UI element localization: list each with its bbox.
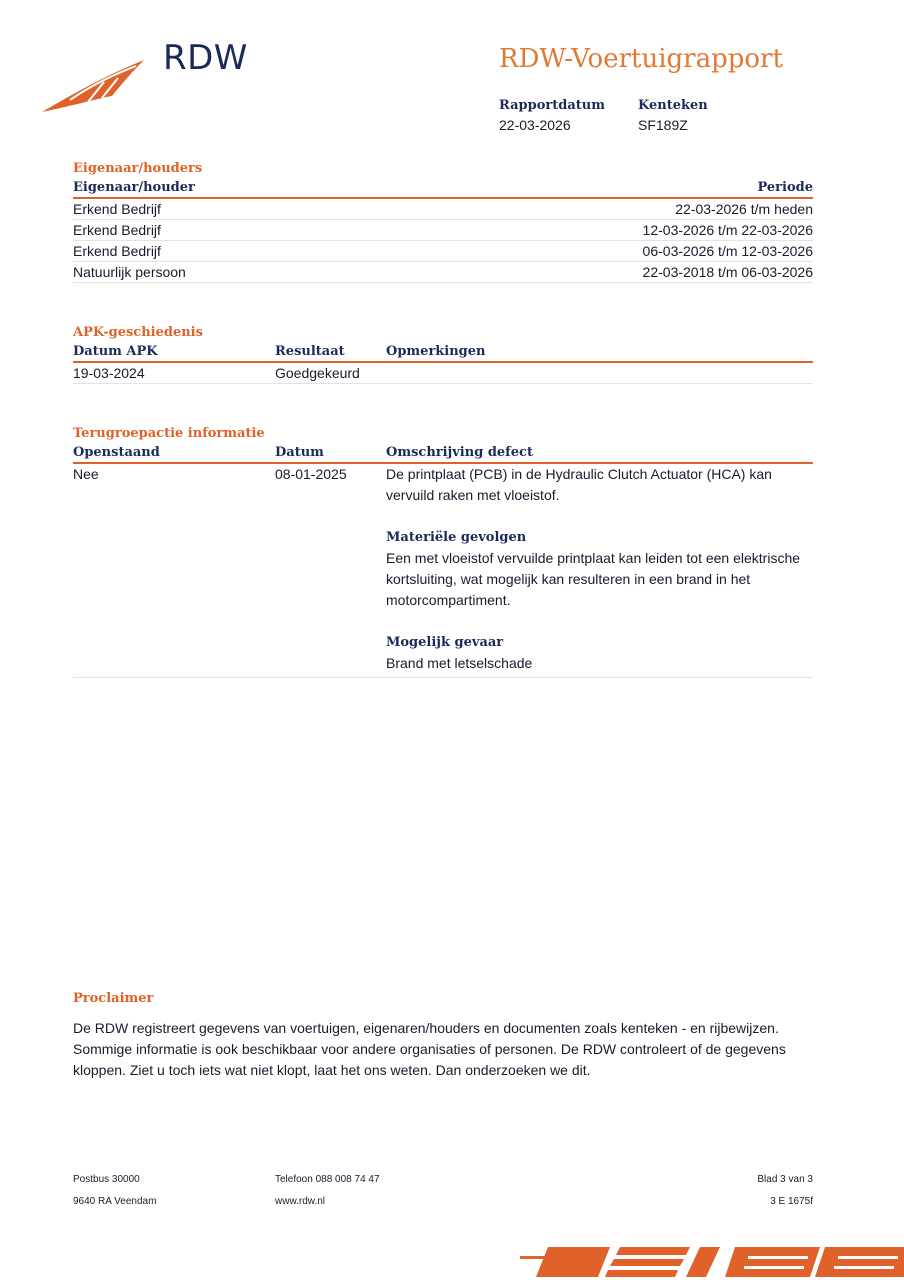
- owners-title: Eigenaar/houders: [73, 161, 203, 176]
- footer-website[interactable]: www.rdw.nl: [275, 1196, 326, 1207]
- apk-section: [73, 324, 813, 384]
- apk-result-cell: Goedgekeurd: [275, 365, 360, 381]
- period-cell: 06-03-2026 t/m 12-03-2026: [642, 243, 813, 259]
- footer-phone: Telefoon 088 008 74 47: [275, 1174, 380, 1185]
- recall-date-cell: 08-01-2025: [275, 466, 347, 482]
- footer-page: Blad 3 van 3: [757, 1174, 813, 1185]
- apk-table-header: [73, 342, 813, 363]
- recall-open-cell: Nee: [73, 466, 99, 482]
- apk-date-cell: 19-03-2024: [73, 365, 145, 381]
- plate-block: [638, 98, 708, 133]
- recall-section: [73, 425, 813, 678]
- owner-cell: Erkend Bedrijf: [73, 243, 161, 259]
- rdw-feather-logo-icon: [40, 56, 150, 114]
- rdw-logo: [40, 36, 260, 116]
- table-row: [73, 241, 813, 262]
- recall-header-description: Omschrijving defect: [386, 445, 533, 460]
- owner-cell: Natuurlijk persoon: [73, 264, 186, 280]
- proclaimer-text: De RDW registreert gegevens van voertuigen, eigenaren/houders en documenten zoals kenteken - en rijbewijzen. Sommige informatie is ook beschikbaar voor andere organisaties of personen. De RDW controleert of de gegevens kloppen. Ziet u toch iets wat niet klopt, laat het ons weten. Dan onderzoeken we dit.: [73, 1020, 786, 1078]
- period-cell: 12-03-2026 t/m 22-03-2026: [642, 222, 813, 238]
- consequences-text: Een met vloeistof vervuilde printplaat kan leiden tot een elektrische kortsluiting, wat mogelijk kan resulteren in een brand in het motorcompartiment.: [386, 550, 801, 608]
- owner-cell: Erkend Bedrijf: [73, 222, 161, 238]
- table-row: [73, 363, 813, 384]
- apk-header-remarks: Opmerkingen: [386, 344, 486, 359]
- proclaimer-title: Proclaimer: [73, 991, 154, 1006]
- logo-text: RDW: [163, 38, 248, 78]
- owners-header-owner: Eigenaar/houder: [73, 180, 195, 195]
- consequences-title: Materiële gevolgen: [386, 530, 527, 545]
- period-cell: 22-03-2018 t/m 06-03-2026: [642, 264, 813, 280]
- recall-title: Terugroepactie informatie: [73, 426, 265, 441]
- owners-section: [73, 160, 813, 283]
- report-date-value: 22-03-2026: [499, 117, 571, 133]
- table-row: [73, 199, 813, 220]
- table-row: [73, 262, 813, 283]
- plate-label: Kenteken: [638, 98, 708, 113]
- owners-table-header: [73, 178, 813, 199]
- footer-code: 3 E 1675f: [770, 1196, 813, 1207]
- decorative-stripes-icon: [520, 1244, 904, 1280]
- apk-header-result: Resultaat: [275, 344, 345, 359]
- table-row: [73, 220, 813, 241]
- recall-header-date: Datum: [275, 445, 324, 460]
- apk-title: APK-geschiedenis: [73, 325, 203, 340]
- footer-postbus: Postbus 30000: [73, 1174, 140, 1185]
- danger-text: Brand met letselschade: [386, 655, 533, 671]
- table-row: [73, 464, 813, 678]
- period-cell: 22-03-2026 t/m heden: [675, 201, 813, 217]
- recall-description: De printplaat (PCB) in de Hydraulic Clutch Actuator (HCA) kan vervuild raken met vloeistof.: [386, 466, 772, 503]
- owner-cell: Erkend Bedrijf: [73, 201, 161, 217]
- report-date-block: [499, 98, 605, 133]
- recall-description-cell: [386, 464, 806, 674]
- recall-table-header: [73, 443, 813, 464]
- apk-header-date: Datum APK: [73, 344, 158, 359]
- footer-city: 9640 RA Veendam: [73, 1196, 157, 1207]
- recall-header-open: Openstaand: [73, 445, 160, 460]
- owners-header-period: Periode: [757, 180, 813, 195]
- report-date-label: Rapportdatum: [499, 98, 605, 113]
- proclaimer-section: [73, 990, 833, 1081]
- plate-value: SF189Z: [638, 117, 688, 133]
- danger-title: Mogelijk gevaar: [386, 635, 504, 650]
- report-title: RDW-Voertuigrapport: [499, 44, 783, 74]
